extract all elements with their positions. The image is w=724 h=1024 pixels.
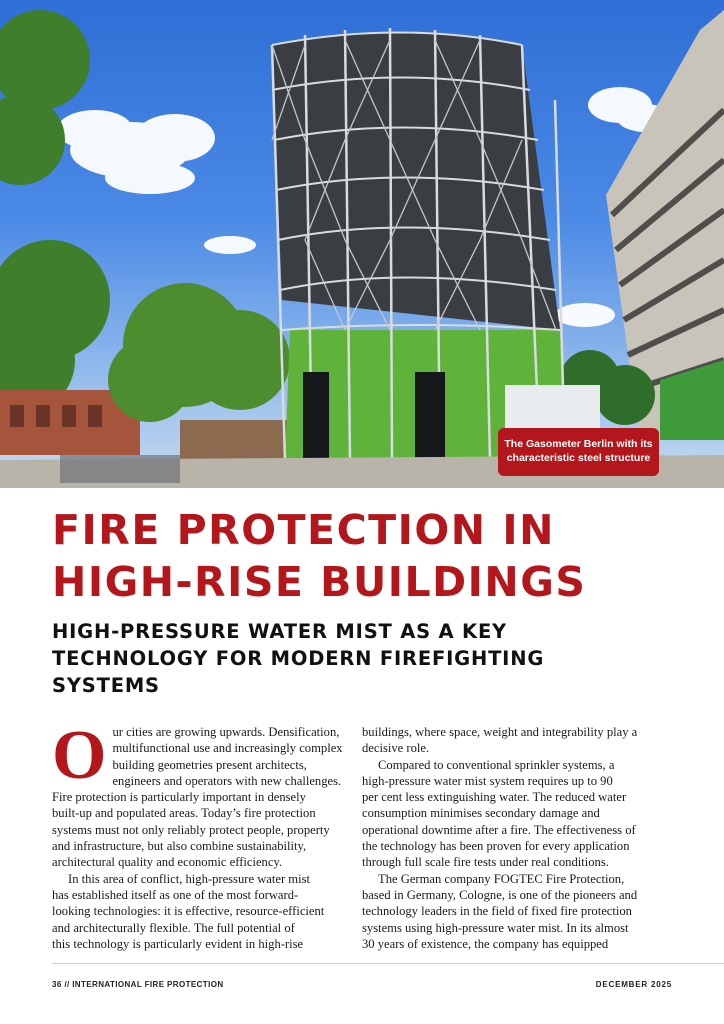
- gasometer-illustration: [0, 0, 724, 488]
- hero-photo: [0, 0, 724, 488]
- image-caption: The Gasometer Berlin with its characteristic steel structure: [498, 428, 659, 476]
- text-line: this technology is particularly evident in high-rise: [52, 936, 304, 951]
- body-column-right: [362, 724, 662, 952]
- text-line: built-up and populated areas. Today’s fire protection: [52, 806, 316, 821]
- subtitle-line-2: TECHNOLOGY FOR MODERN FIREFIGHTING: [52, 647, 545, 670]
- text-line: buildings, where space, weight and integrability play a: [362, 725, 638, 739]
- text-line: systems must not only reliably protect people, property: [52, 822, 330, 837]
- text-line: decisive role.: [362, 741, 430, 756]
- paragraph: [362, 724, 662, 757]
- paragraph: [52, 871, 352, 952]
- drop-cap: O: [52, 717, 107, 794]
- text-line: engineers and operators with new challenges.: [112, 773, 342, 788]
- text-line: ur cities are growing upwards. Densification,: [112, 725, 340, 739]
- text-line: per cent less extinguishing water. The reduced water: [362, 790, 627, 805]
- text-line: has established itself as one of the most forward-: [52, 887, 299, 902]
- text-line: 30 years of existence, the company has equipped: [362, 936, 609, 951]
- footer-issue-date: DECEMBER 2025: [595, 980, 672, 989]
- text-line: Fire protection is particularly important in densely: [52, 790, 306, 805]
- article-subtitle: [52, 618, 652, 699]
- footer-divider: [52, 963, 724, 964]
- text-line: looking technologies: it is effective, resource-efficient: [52, 904, 325, 919]
- text-line: based in Germany, Cologne, is one of the pioneers and: [362, 887, 638, 902]
- body-column-left: [52, 717, 352, 952]
- text-line: The German company FOGTEC Fire Protection,: [378, 871, 625, 886]
- footer-page-info: 36 // INTERNATIONAL FIRE PROTECTION: [52, 980, 224, 989]
- text-line: architectural quality and economic efficiency.: [52, 855, 283, 870]
- text-line: operational downtime after a fire. The effectiveness of: [362, 822, 636, 837]
- text-line: systems using high-pressure water mist. In its almost: [362, 920, 629, 935]
- text-line: and infrastructure, but also combine sustainability,: [52, 839, 307, 854]
- article-title: [52, 504, 692, 608]
- title-line-1: FIRE PROTECTION IN: [52, 506, 555, 554]
- text-line: technology leaders in the field of fixed fire protection: [362, 904, 632, 919]
- subtitle-line-3: SYSTEMS: [52, 674, 160, 697]
- subtitle-line-1: HIGH-PRESSURE WATER MIST AS A KEY: [52, 620, 507, 643]
- text-line: building geometries present architects,: [112, 757, 307, 772]
- text-line: through full scale fire tests under real conditions.: [362, 855, 609, 870]
- paragraph: [52, 717, 352, 871]
- text-line: consumption minimises secondary damage and: [362, 806, 600, 821]
- text-line: multifunctional use and increasingly complex: [112, 741, 343, 756]
- paragraph: [362, 757, 662, 871]
- text-line: In this area of conflict, high-pressure water mist: [68, 871, 310, 886]
- text-line: high-pressure water mist system requires up to 90: [362, 773, 613, 788]
- paragraph: [362, 871, 662, 952]
- title-line-2: HIGH-RISE BUILDINGS: [52, 558, 587, 606]
- text-line: Compared to conventional sprinkler systems, a: [378, 757, 615, 772]
- text-line: and architecturally flexible. The full potential of: [52, 920, 295, 935]
- text-line: the technology has been proven for every application: [362, 839, 630, 854]
